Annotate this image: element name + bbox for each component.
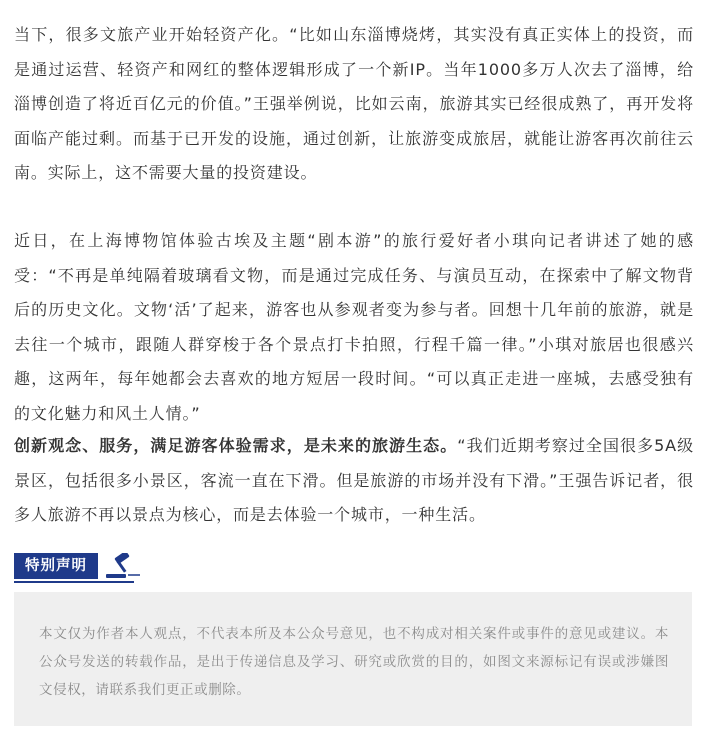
article-paragraph-1: 当下，很多文旅产业开始轻资产化。“比如山东淄博烧烤，其实没有真正实体上的投资，而是通过运营、轻资产和网红的整体逻辑形成了一个新IP。当年1000多万人次去了淄博，给淄博创造了将近百亿元的价值。”王强举例说，比如云南，旅游其实已经很成熟了，再开发将面临产能过剩。而基于已开发的设施，通过创新，让旅游变成旅居，就能让游客再次前往云南。实际上，这不需要大量的投资建设。 (14, 25, 694, 182)
notice-label: 特别声明 (14, 553, 98, 579)
notice-underline (14, 581, 134, 583)
paragraph-lead-bold: 创新观念、服务，满足游客体验需求，是未来的旅游生态。 (14, 436, 458, 455)
notice-box (14, 592, 692, 726)
notice-text: 本文仅为作者本人观点，不代表本所及本公众号意见，也不构成对相关案件或事件的意见或建议。本公众号发送的转载作品，是出于传递信息及学习、研究或欣赏的目的，如图文来源标记有误或涉嫌图文侵权，请联系我们更正或删除。 (39, 626, 669, 698)
article-paragraph-2: 近日，在上海博物馆体验古埃及主题“剧本游”的旅行爱好者小琪向记者讲述了她的感受：“不再是单纯隔着玻璃看文物，而是通过完成任务、与演员互动，在探索中了解文物背后的历史文化。文物‘活’了起来，游客也从参观者变为参与者。回想十几年前的旅游，就是去往一个城市，跟随人群穿梭于各个景点打卡拍照，行程千篇一律。”小琪对旅居也很感兴趣，这两年，每年她都会去喜欢的地方短居一段时间。“可以真正走进一座城，去感受独有的文化魅力和风土人情。” (14, 231, 694, 423)
paragraph-3-body: “我们近期考察过全国很多5A级景区，包括很多小景区，客流一直在下滑。但是旅游的市场并没有下滑。”王强告诉记者，很多人旅游不再以景点为核心，而是去体验一个城市，一种生活。 (14, 436, 694, 524)
article-paragraph-3 (14, 429, 694, 533)
gavel-icon (102, 553, 142, 581)
notice-header (14, 553, 144, 585)
